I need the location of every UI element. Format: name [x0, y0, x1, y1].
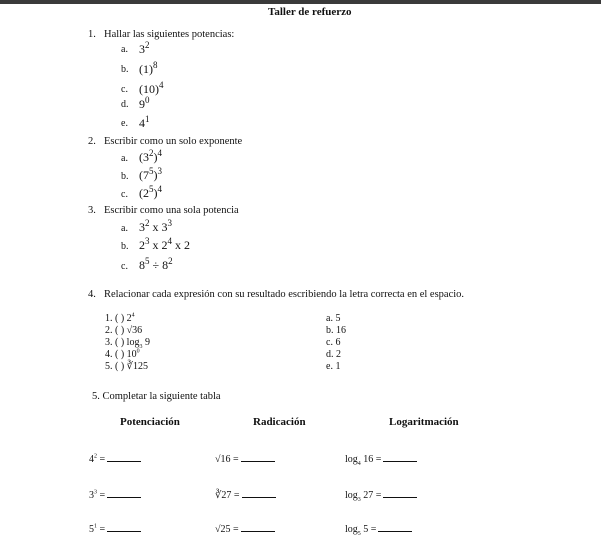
table-cell-logaritmacion: $\log_4 16$ =: [345, 453, 417, 465]
match-answer: c. 6: [326, 337, 341, 348]
q2-item-expression: $(3^2)^4$: [139, 148, 162, 164]
question-3-number: 3.: [88, 205, 96, 216]
table-cell-potenciacion: $3^3$ =: [89, 489, 141, 501]
table-cell-radicacion: √25 =: [215, 523, 275, 535]
q3-item-expression: $2^3$ x $2^4$ x 2: [139, 236, 190, 252]
q3-item-label: a.: [121, 223, 128, 234]
q1-item-label: e.: [121, 118, 128, 129]
match-answer: b. 16: [326, 325, 346, 336]
q1-item-expression: $3^2$: [139, 40, 150, 56]
q3-item-expression: $8^5 \div 8^2$: [139, 256, 173, 272]
match-answer: a. 5: [326, 313, 341, 324]
answer-blank[interactable]: [107, 489, 141, 498]
q1-item-expression: $(10)^4$: [139, 80, 164, 96]
question-5-text: 5. Completar la siguiente tabla: [92, 391, 221, 402]
q2-item-label: b.: [121, 171, 129, 182]
answer-blank[interactable]: [107, 453, 141, 462]
q2-item-expression: $(7^5)^3$: [139, 166, 162, 182]
q2-item-expression: $(2^5)^4$: [139, 184, 162, 200]
table-cell-potenciacion: $4^2$ =: [89, 453, 141, 465]
question-3-text: Escribir como una sola potencia: [104, 205, 239, 216]
question-2-number: 2.: [88, 136, 96, 147]
top-border: [0, 0, 601, 4]
q3-item-label: c.: [121, 261, 128, 272]
answer-blank[interactable]: [383, 453, 417, 462]
page-title: Taller de refuerzo: [268, 6, 352, 18]
match-expression: 3. ( ) $\log_3 9$: [105, 337, 150, 350]
answer-blank[interactable]: [383, 489, 417, 498]
table-header-logaritmacion: Logaritmación: [389, 416, 459, 428]
table-header-potenciacion: Potenciación: [120, 416, 180, 428]
q2-item-label: a.: [121, 153, 128, 164]
q1-item-label: b.: [121, 64, 129, 75]
q1-item-label: d.: [121, 99, 129, 110]
answer-blank[interactable]: [241, 453, 275, 462]
answer-blank[interactable]: [107, 523, 141, 532]
q3-item-label: b.: [121, 241, 129, 252]
table-cell-potenciacion: $5^1$ =: [89, 523, 141, 535]
q1-item-expression: $4^1$: [139, 114, 150, 130]
table-header-radicacion: Radicación: [253, 416, 306, 428]
match-answer: e. 1: [326, 361, 341, 372]
question-4-text: Relacionar cada expresión con su resultado escribiendo la letra correcta en el espacio.: [104, 289, 465, 300]
match-expression: 1. ( ) $2^4$: [105, 312, 135, 324]
match-answer: d. 2: [326, 349, 341, 360]
match-expression: 2. ( ) √36: [105, 325, 143, 336]
q2-item-label: c.: [121, 189, 128, 200]
match-expression: 4. ( ) $10^0$: [105, 348, 140, 360]
answer-blank[interactable]: [378, 523, 412, 532]
question-1-number: 1.: [88, 29, 96, 40]
q3-item-expression: $3^2$ x $3^3$: [139, 218, 172, 234]
q1-item-label: a.: [121, 44, 128, 55]
q1-item-label: c.: [121, 84, 128, 95]
table-cell-radicacion: √16 =: [215, 453, 275, 465]
answer-blank[interactable]: [242, 489, 276, 498]
q1-item-expression: $9^0$: [139, 95, 150, 111]
match-expression: 5. ( ) ∛125: [105, 361, 149, 372]
answer-blank[interactable]: [241, 523, 275, 532]
question-4-number: 4.: [88, 289, 96, 300]
table-cell-logaritmacion: $\log_3 27$ =: [345, 489, 417, 501]
q1-item-expression: $(1)^8$: [139, 60, 158, 76]
question-1-text: Hallar las siguientes potencias:: [104, 29, 235, 40]
question-2-text: Escribir como un solo exponente: [104, 136, 243, 147]
table-cell-radicacion: ∛27 =: [215, 489, 276, 501]
table-cell-logaritmacion: $\log_5 5$ =: [345, 523, 412, 535]
